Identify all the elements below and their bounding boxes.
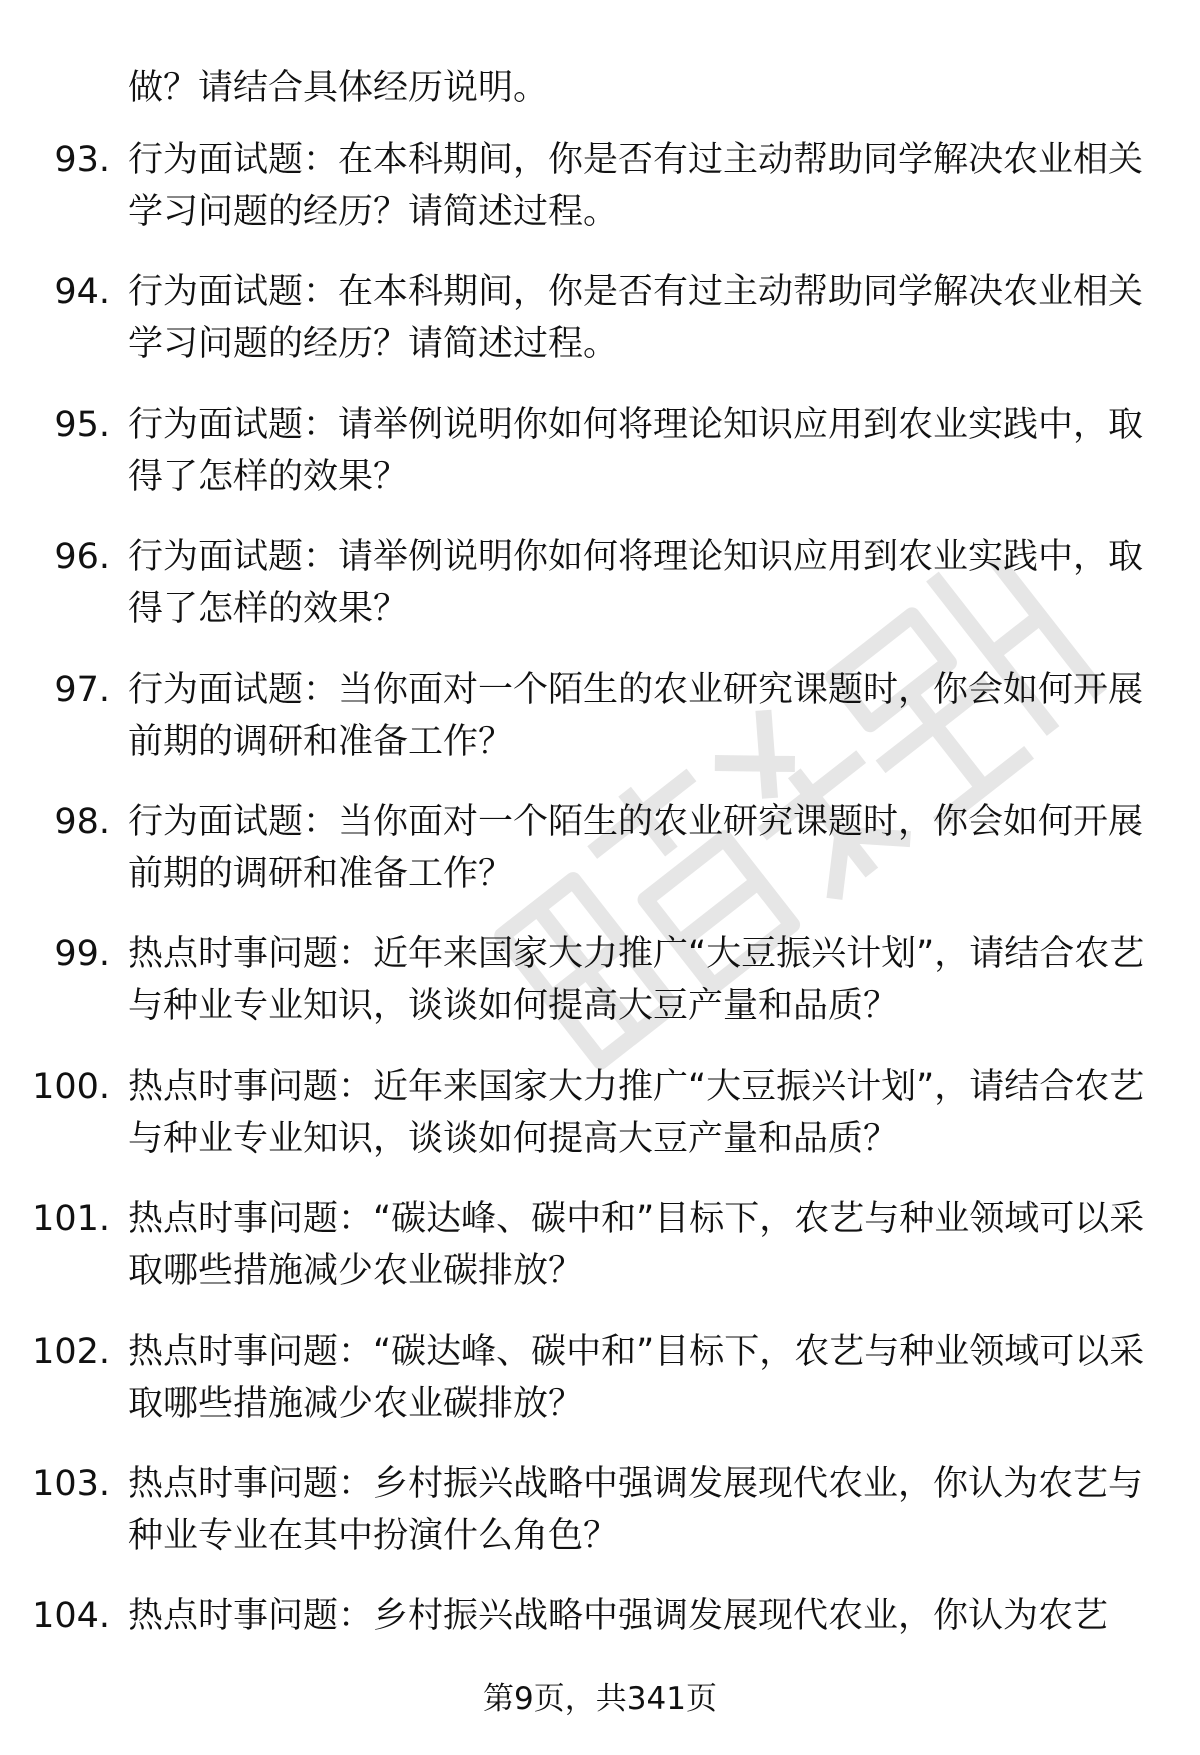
question-number: 104. [32, 1596, 110, 1637]
list-item [0, 1061, 1200, 1193]
question-number: 98. [54, 801, 110, 842]
page-footer: 第9页，共341页 [483, 1681, 717, 1717]
question-number: 103. [32, 1463, 110, 1504]
question-text: 行为面试题：请举例说明你如何将理论知识应用到农业实践中，取得了怎样的效果？ [128, 404, 1144, 497]
list-item [0, 1458, 1200, 1590]
question-text: 行为面试题：在本科期间，你是否有过主动帮助同学解决农业相关学习问题的经历？请简述过程。 [128, 140, 1144, 232]
list-item [0, 796, 1200, 928]
list-item [0, 134, 1200, 266]
question-text: 行为面试题：当你面对一个陌生的农业研究课题时，你会如何开展前期的调研和准备工作？ [128, 801, 1144, 894]
list-item [0, 1326, 1200, 1458]
list-item [0, 664, 1200, 796]
question-number: 97. [54, 669, 110, 710]
question-text: 热点时事问题：近年来国家大力推广“大豆振兴计划”，请结合农艺与种业专业知识，谈谈如何提高大豆产量和品质？ [128, 1066, 1145, 1159]
question-number: 93. [54, 140, 110, 180]
question-text: 热点时事问题：乡村振兴战略中强调发展现代农业，你认为农艺与种业专业在其中扮演什么角色？ [128, 1463, 1144, 1556]
question-list [0, 134, 1200, 1723]
question-text: 行为面试题：当你面对一个陌生的农业研究课题时，你会如何开展前期的调研和准备工作？ [128, 669, 1144, 762]
question-text: 热点时事问题：近年来国家大力推广“大豆振兴计划”，请结合农艺与种业专业知识，谈谈如何提高大豆产量和品质？ [128, 934, 1145, 1027]
question-text: 热点时事问题：乡村振兴战略中强调发展现代农业，你认为农艺 [128, 1596, 1109, 1637]
question-number: 95. [54, 404, 110, 445]
continuation-text: 做？请结合具体经历说明。 [128, 68, 549, 108]
question-number: 94. [54, 272, 110, 313]
list-item [0, 399, 1200, 531]
list-item [0, 1193, 1200, 1325]
list-item [0, 928, 1200, 1060]
question-number: 102. [32, 1331, 110, 1372]
list-item [0, 531, 1200, 663]
question-text: 热点时事问题：“碳达峰、碳中和”目标下，农艺与种业领域可以采取哪些措施减少农业碳排放？ [128, 1331, 1145, 1424]
question-number: 100. [32, 1066, 110, 1107]
question-number: 99. [54, 934, 110, 975]
question-number: 96. [54, 537, 110, 578]
question-text: 热点时事问题：“碳达峰、碳中和”目标下，农艺与种业领域可以采取哪些措施减少农业碳排放？ [128, 1199, 1145, 1292]
question-text: 行为面试题：在本科期间，你是否有过主动帮助同学解决农业相关学习问题的经历？请简述过程。 [128, 272, 1144, 365]
question-text: 行为面试题：请举例说明你如何将理论知识应用到农业实践中，取得了怎样的效果？ [128, 537, 1144, 630]
question-number: 101. [32, 1199, 110, 1240]
list-item [0, 266, 1200, 398]
